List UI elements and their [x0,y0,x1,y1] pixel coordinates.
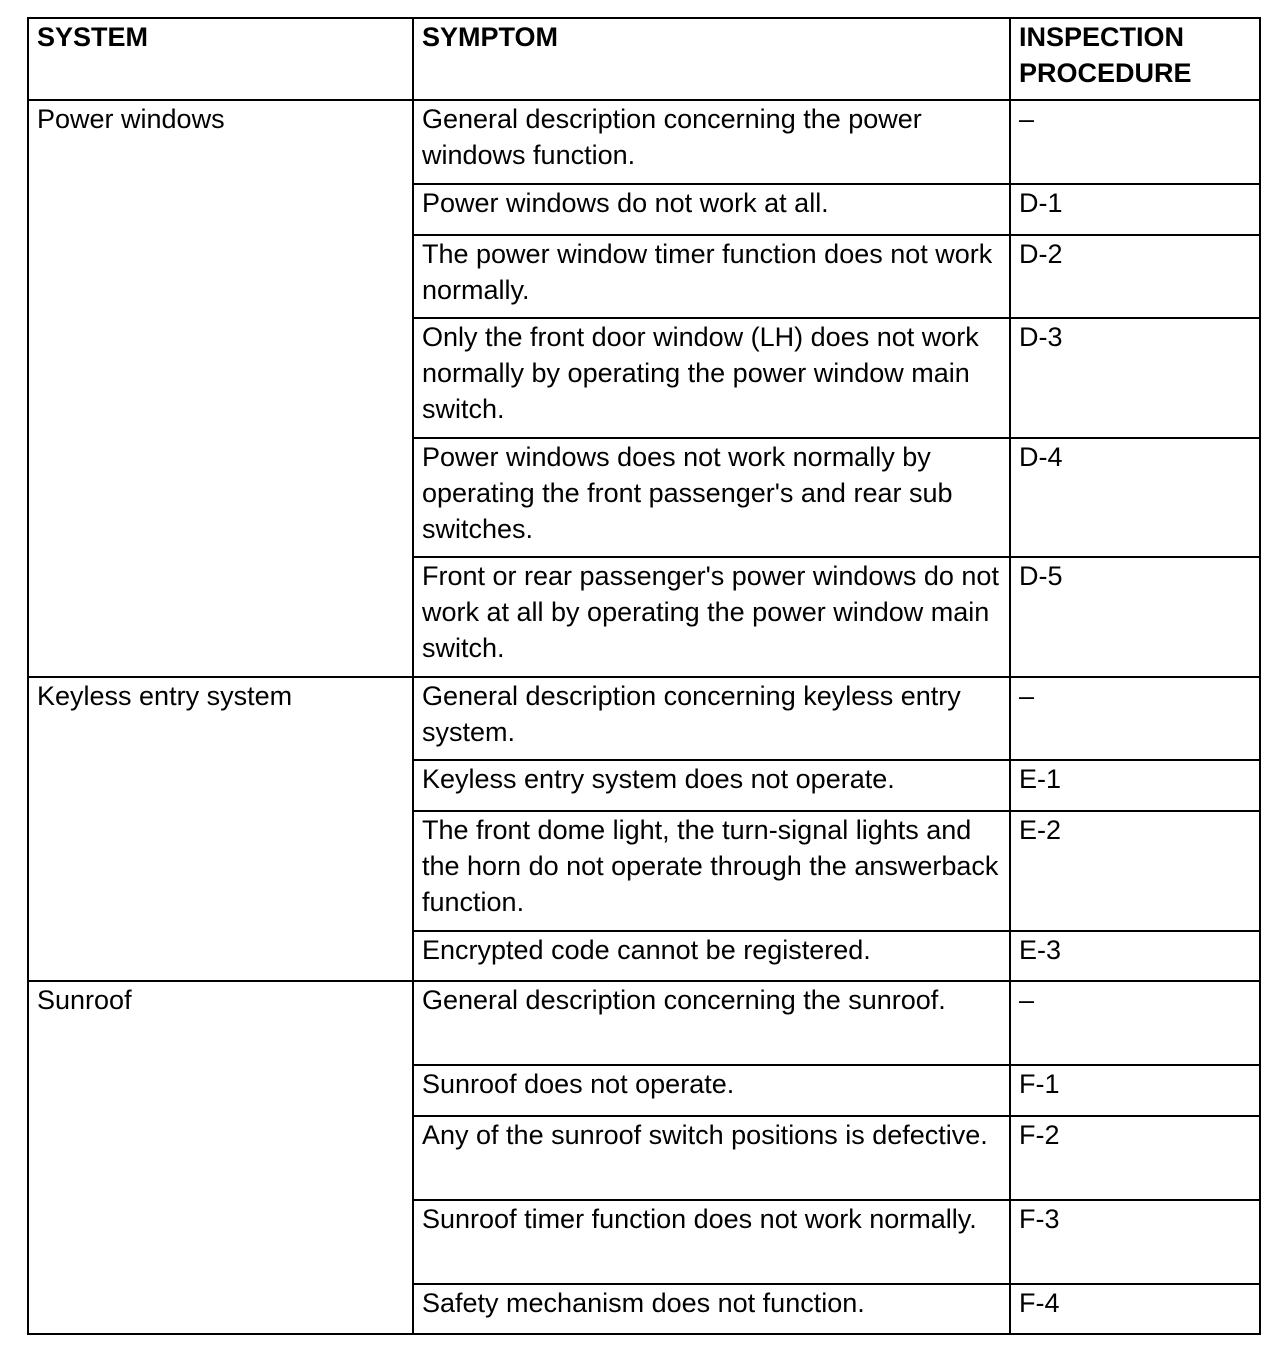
symptom-cell: Sunroof timer function does not work normally. [413,1200,1010,1284]
table-row [28,677,1260,760]
procedure-cell: E-3 [1010,931,1260,981]
symptom-cell: Keyless entry system does not operate. [413,760,1010,811]
header-symptom: SYMPTOM [413,18,1010,100]
system-cell: Sunroof [28,981,413,1334]
procedure-cell: – [1010,677,1260,760]
symptom-cell: Sunroof does not operate. [413,1065,1010,1116]
procedure-cell: – [1010,981,1260,1065]
procedure-cell: F-3 [1010,1200,1260,1284]
symptom-cell: Power windows does not work normally by operating the front passenger's and rear sub switches. [413,438,1010,557]
header-system: SYSTEM [28,18,413,100]
procedure-cell: E-1 [1010,760,1260,811]
symptom-cell: Power windows do not work at all. [413,184,1010,235]
symptom-cell: General description concerning keyless entry system. [413,677,1010,760]
table-row [28,981,1260,1065]
symptom-cell: Front or rear passenger's power windows do not work at all by operating the power window main switch. [413,557,1010,677]
header-procedure-line1: INSPECTION [1019,22,1185,52]
symptom-cell: The power window timer function does not work normally. [413,235,1010,318]
header-procedure-line2: PROCEDURE [1019,58,1192,88]
inspection-table [27,17,1261,1335]
system-cell: Keyless entry system [28,677,413,981]
procedure-cell: D-1 [1010,184,1260,235]
symptom-cell: Any of the sunroof switch positions is defective. [413,1116,1010,1200]
symptom-cell: General description concerning the sunroof. [413,981,1010,1065]
procedure-cell: D-4 [1010,438,1260,557]
procedure-cell: D-5 [1010,557,1260,677]
symptom-cell: Encrypted code cannot be registered. [413,931,1010,981]
procedure-cell: D-2 [1010,235,1260,318]
header-procedure [1010,18,1260,100]
procedure-cell: – [1010,100,1260,184]
symptom-cell: Only the front door window (LH) does not work normally by operating the power window main switch. [413,318,1010,438]
system-cell: Power windows [28,100,413,677]
procedure-cell: E-2 [1010,811,1260,931]
table-row [28,100,1260,184]
symptom-cell: General description concerning the power windows function. [413,100,1010,184]
procedure-cell: D-3 [1010,318,1260,438]
header-row [28,18,1260,100]
procedure-cell: F-2 [1010,1116,1260,1200]
procedure-cell: F-4 [1010,1284,1260,1334]
procedure-cell: F-1 [1010,1065,1260,1116]
symptom-cell: Safety mechanism does not function. [413,1284,1010,1334]
symptom-cell: The front dome light, the turn-signal lights and the horn do not operate through the answerback function. [413,811,1010,931]
